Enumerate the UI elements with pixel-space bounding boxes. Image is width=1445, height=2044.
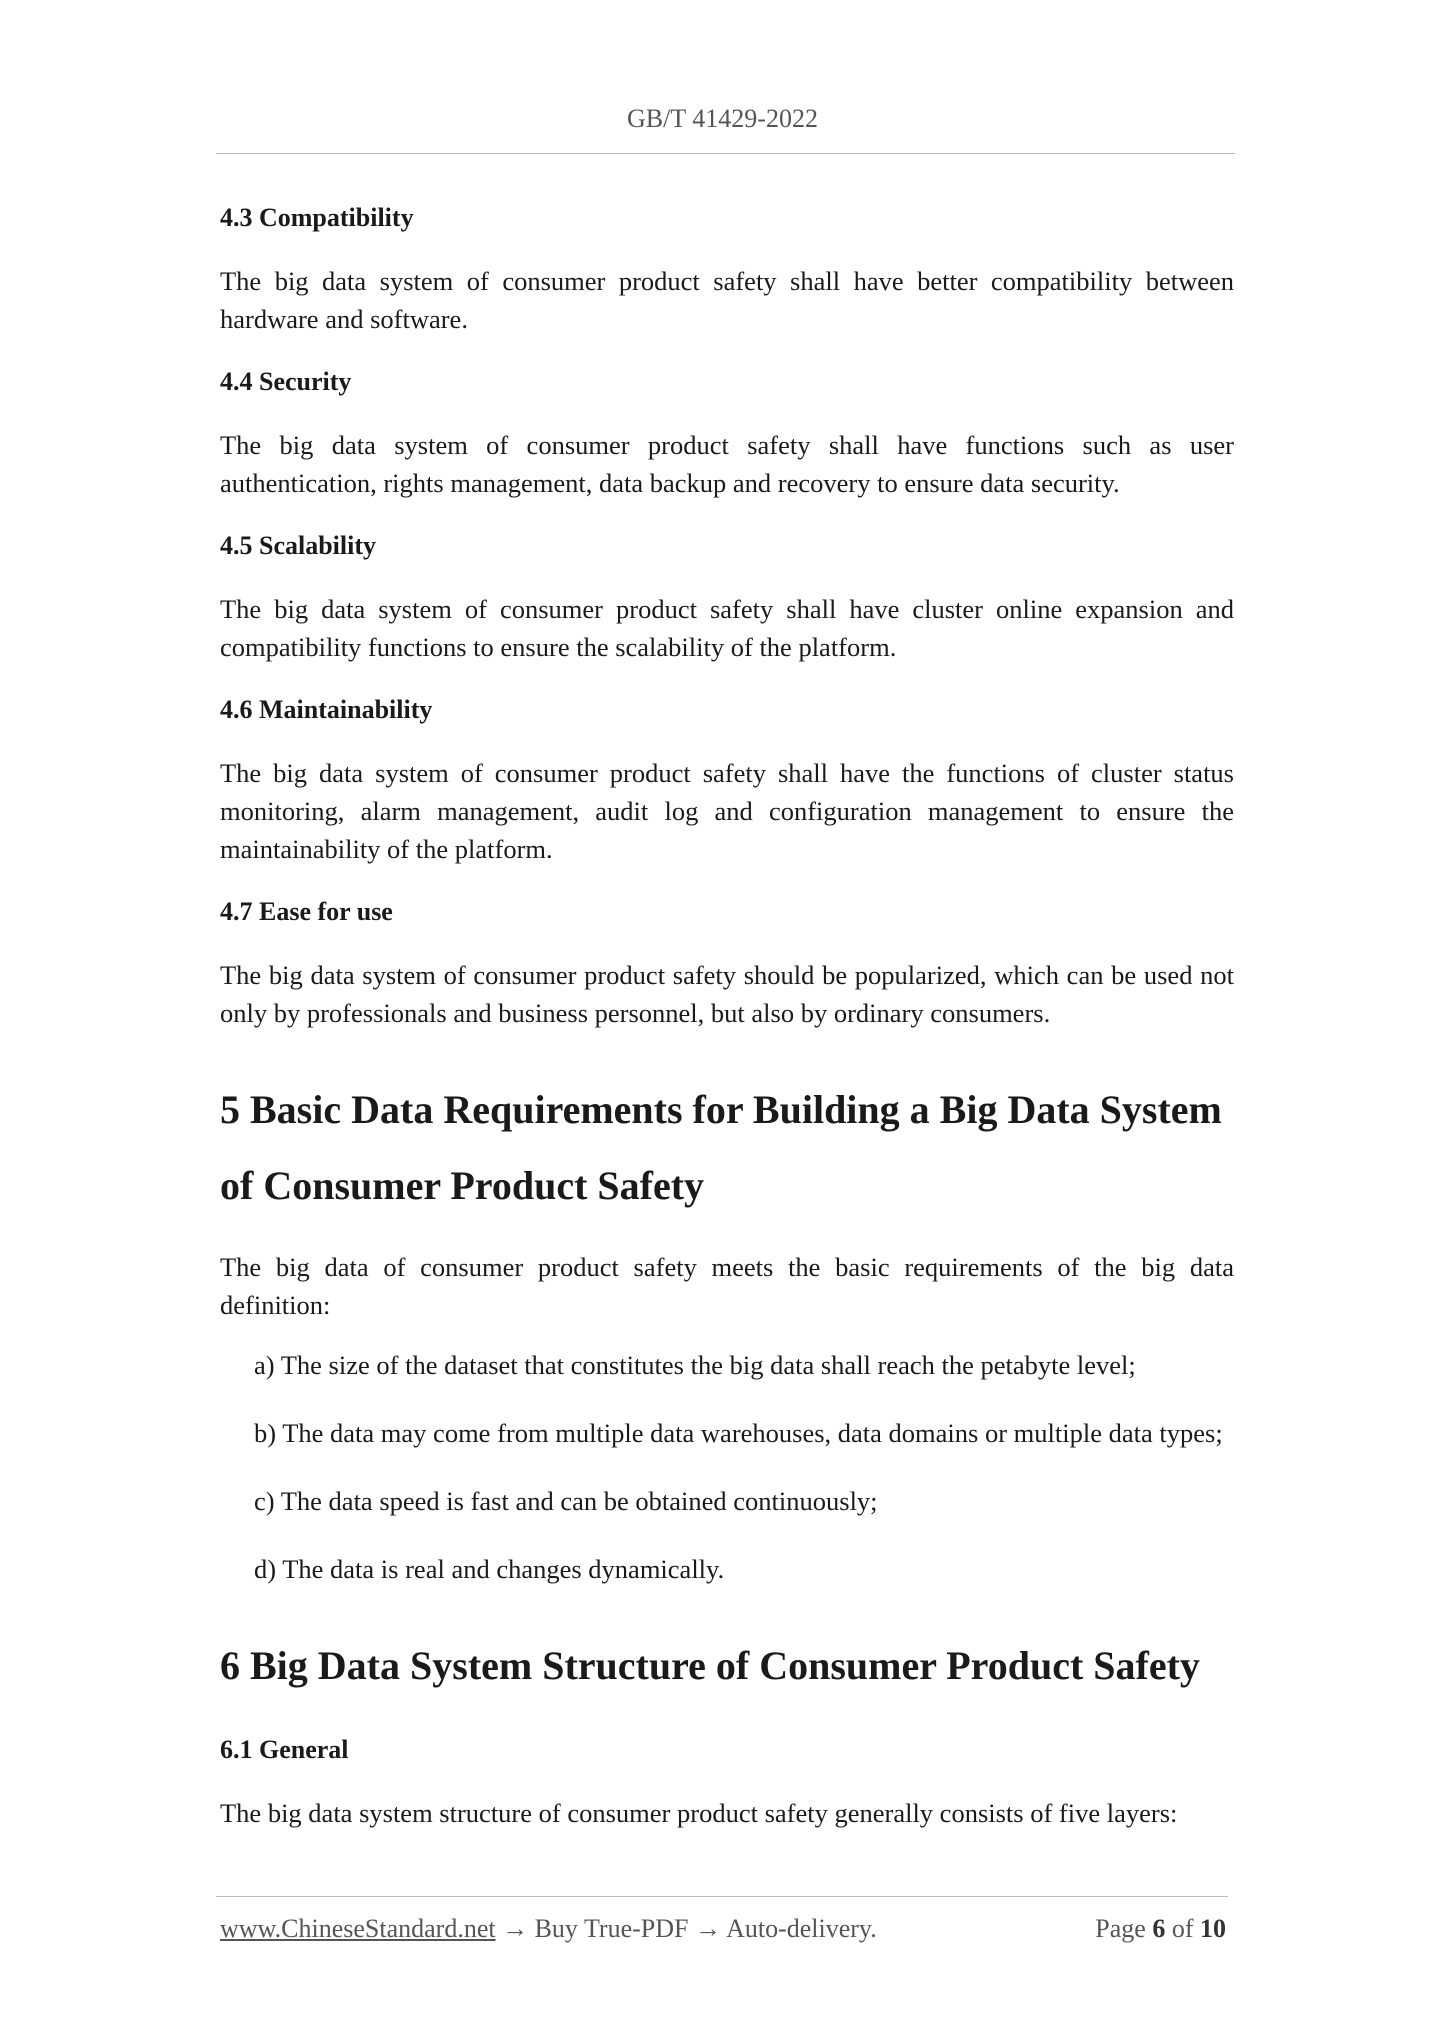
auto-delivery-text: Auto-delivery. [726, 1914, 877, 1943]
list-item: c) The data speed is fast and can be obtained continuously; [254, 1486, 878, 1516]
section-heading-4-4: 4.4 Security [220, 367, 352, 396]
list-item: b) The data may come from multiple data warehouses, data domains or multiple data types; [254, 1418, 1223, 1448]
section-heading-4-6: 4.6 Maintainability [220, 695, 433, 724]
header-divider [216, 153, 1235, 154]
section-text-4-7: The big data system of consumer product safety should be popularized, which can be used not only by professionals and business personnel, but also by ordinary consumers. [220, 960, 1234, 1028]
current-page-number: 6 [1152, 1914, 1166, 1943]
list-item: d) The data is real and changes dynamically. [254, 1554, 725, 1584]
section-text-4-3: The big data system of consumer product safety shall have better compatibility between hardware and software. [220, 266, 1234, 334]
chapter-heading-6: 6 Big Data System Structure of Consumer Product Safety [220, 1643, 1200, 1688]
total-pages-number: 10 [1200, 1914, 1226, 1943]
arrow-icon: → [695, 1914, 721, 1943]
section-text-4-4: The big data system of consumer product safety shall have functions such as user authentication, rights management, data backup and recovery to ensure data security. [220, 430, 1234, 498]
list-item: a) The size of the dataset that constitutes the big data shall reach the petabyte level; [254, 1350, 1136, 1380]
website-link[interactable]: www.ChineseStandard.net [220, 1914, 496, 1943]
arrow-icon: → [502, 1914, 529, 1943]
page-footer [220, 1914, 1234, 1944]
section-text-4-6: The big data system of consumer product safety shall have the functions of cluster status monitoring, alarm management, audit log and configuration management to ensure the maintainability of the platform. [220, 758, 1234, 864]
page-content [220, 196, 1234, 1854]
section-text-6-1: The big data system structure of consumer product safety generally consists of five layers: [220, 1798, 1178, 1828]
page-word: Page [1095, 1914, 1146, 1943]
section-text-4-5: The big data system of consumer product safety shall have cluster online expansion and compatibility functions to ensure the scalability of the platform. [220, 594, 1234, 662]
of-word: of [1171, 1914, 1194, 1943]
section-heading-4-7: 4.7 Ease for use [220, 897, 393, 926]
footer-divider [216, 1896, 1228, 1897]
requirements-list [220, 1346, 1234, 1588]
document-id-header: GB/T 41429-2022 [627, 104, 818, 133]
chapter-5-intro: The big data of consumer product safety meets the basic requirements of the big data definition: [220, 1252, 1234, 1320]
section-heading-6-1: 6.1 General [220, 1735, 349, 1764]
page-indicator [1095, 1914, 1226, 1944]
chapter-heading-5: 5 Basic Data Requirements for Building a Big Data System of Consumer Product Safety [220, 1087, 1222, 1208]
buy-true-pdf-text: Buy True-PDF [534, 1914, 689, 1943]
section-heading-4-5: 4.5 Scalability [220, 531, 377, 560]
section-heading-4-3: 4.3 Compatibility [220, 203, 414, 232]
